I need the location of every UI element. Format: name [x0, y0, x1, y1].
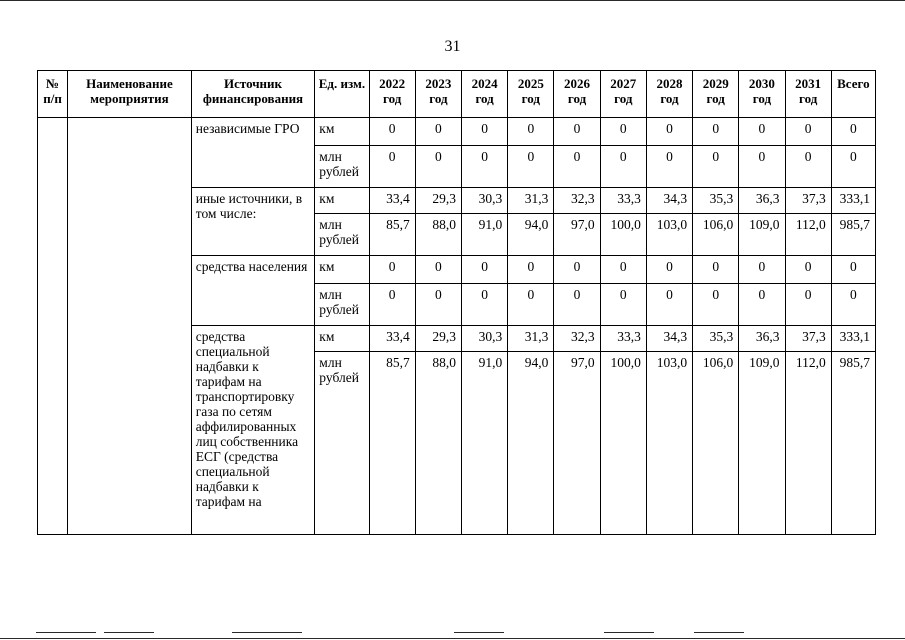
- value-cell: 0: [508, 146, 554, 188]
- unit-cell: млн рублей: [315, 146, 369, 188]
- table-row: [38, 118, 876, 146]
- scan-edge-bottom: [0, 638, 905, 639]
- value-cell: 106,0: [693, 214, 739, 256]
- value-cell: 0: [739, 146, 785, 188]
- scan-edge-top: [0, 0, 905, 1]
- value-cell: 88,0: [415, 214, 461, 256]
- value-cell: 97,0: [554, 352, 600, 535]
- header-year: 2024 год: [461, 71, 507, 118]
- value-cell: 30,3: [461, 326, 507, 352]
- value-cell: 109,0: [739, 352, 785, 535]
- header-source: Источник финансирования: [191, 71, 315, 118]
- header-year: 2029 год: [693, 71, 739, 118]
- source-cell: средства населения: [191, 256, 315, 326]
- value-cell: 0: [461, 256, 507, 284]
- scan-edge-lower: [604, 632, 654, 633]
- value-cell: 33,4: [369, 188, 415, 214]
- value-cell: 33,4: [369, 326, 415, 352]
- value-cell: 0: [415, 256, 461, 284]
- value-cell: 85,7: [369, 352, 415, 535]
- value-cell: 94,0: [508, 352, 554, 535]
- value-cell: 0: [646, 256, 692, 284]
- header-year: 2025 год: [508, 71, 554, 118]
- total-cell: 0: [831, 284, 875, 326]
- header-year: 2022 год: [369, 71, 415, 118]
- value-cell: 88,0: [415, 352, 461, 535]
- value-cell: 0: [693, 118, 739, 146]
- value-cell: 0: [554, 256, 600, 284]
- value-cell: 0: [508, 256, 554, 284]
- value-cell: 29,3: [415, 188, 461, 214]
- total-cell: 333,1: [831, 188, 875, 214]
- value-cell: 97,0: [554, 214, 600, 256]
- value-cell: 103,0: [646, 352, 692, 535]
- value-cell: 0: [415, 146, 461, 188]
- value-cell: 0: [600, 118, 646, 146]
- header-year: 2028 год: [646, 71, 692, 118]
- value-cell: 33,3: [600, 326, 646, 352]
- value-cell: 34,3: [646, 188, 692, 214]
- value-cell: 0: [739, 118, 785, 146]
- value-cell: 0: [369, 256, 415, 284]
- header-num: № п/п: [38, 71, 68, 118]
- value-cell: 0: [785, 256, 831, 284]
- value-cell: 0: [554, 146, 600, 188]
- value-cell: 0: [369, 284, 415, 326]
- value-cell: 0: [739, 256, 785, 284]
- scan-edge-lower: [694, 632, 744, 633]
- value-cell: 0: [461, 118, 507, 146]
- unit-cell: млн рублей: [315, 214, 369, 256]
- value-cell: 0: [508, 118, 554, 146]
- value-cell: 103,0: [646, 214, 692, 256]
- unit-cell: км: [315, 188, 369, 214]
- header-year: 2026 год: [554, 71, 600, 118]
- value-cell: 0: [600, 284, 646, 326]
- source-cell: иные источники, в том числе:: [191, 188, 315, 256]
- value-cell: 91,0: [461, 352, 507, 535]
- value-cell: 0: [554, 118, 600, 146]
- value-cell: 37,3: [785, 326, 831, 352]
- page-number: 31: [444, 38, 461, 55]
- financing-table: [37, 70, 876, 535]
- scan-edge-lower: [232, 632, 302, 633]
- source-cell: средства специальной надбавки к тарифам на транспортировку газа по сетям аффилированных лиц собственника ЕСГ (средства специальной надбавки к тарифам на: [191, 326, 315, 535]
- value-cell: 0: [693, 146, 739, 188]
- total-cell: 0: [831, 118, 875, 146]
- value-cell: 30,3: [461, 188, 507, 214]
- value-cell: 35,3: [693, 326, 739, 352]
- value-cell: 31,3: [508, 326, 554, 352]
- unit-cell: км: [315, 256, 369, 284]
- value-cell: 37,3: [785, 188, 831, 214]
- header-year: 2031 год: [785, 71, 831, 118]
- scan-edge-lower: [104, 632, 154, 633]
- unit-cell: млн рублей: [315, 284, 369, 326]
- total-cell: 985,7: [831, 214, 875, 256]
- header-year: 2023 год: [415, 71, 461, 118]
- value-cell: 112,0: [785, 214, 831, 256]
- value-cell: 32,3: [554, 188, 600, 214]
- value-cell: 0: [415, 118, 461, 146]
- value-cell: 112,0: [785, 352, 831, 535]
- header-total: Всего: [831, 71, 875, 118]
- value-cell: 100,0: [600, 352, 646, 535]
- value-cell: 0: [461, 284, 507, 326]
- total-cell: 985,7: [831, 352, 875, 535]
- value-cell: 0: [646, 284, 692, 326]
- header-year: 2027 год: [600, 71, 646, 118]
- value-cell: 0: [693, 256, 739, 284]
- scan-edge-lower: [36, 632, 96, 633]
- value-cell: 109,0: [739, 214, 785, 256]
- value-cell: 0: [646, 118, 692, 146]
- value-cell: 0: [739, 284, 785, 326]
- header-year: 2030 год: [739, 71, 785, 118]
- value-cell: 32,3: [554, 326, 600, 352]
- value-cell: 35,3: [693, 188, 739, 214]
- value-cell: 94,0: [508, 214, 554, 256]
- value-cell: 0: [415, 284, 461, 326]
- value-cell: 0: [785, 284, 831, 326]
- value-cell: 0: [600, 256, 646, 284]
- header-unit: Ед. изм.: [315, 71, 369, 118]
- header-name: Наименование мероприятия: [68, 71, 192, 118]
- value-cell: 34,3: [646, 326, 692, 352]
- value-cell: 0: [785, 118, 831, 146]
- value-cell: 0: [461, 146, 507, 188]
- total-cell: 0: [831, 146, 875, 188]
- name-cell: [68, 118, 192, 535]
- header-row: [38, 71, 876, 118]
- value-cell: 0: [508, 284, 554, 326]
- unit-cell: млн рублей: [315, 352, 369, 535]
- value-cell: 0: [693, 284, 739, 326]
- value-cell: 0: [646, 146, 692, 188]
- value-cell: 36,3: [739, 326, 785, 352]
- value-cell: 33,3: [600, 188, 646, 214]
- total-cell: 333,1: [831, 326, 875, 352]
- unit-cell: км: [315, 118, 369, 146]
- value-cell: 31,3: [508, 188, 554, 214]
- value-cell: 106,0: [693, 352, 739, 535]
- unit-cell: км: [315, 326, 369, 352]
- value-cell: 0: [369, 118, 415, 146]
- num-cell: [38, 118, 68, 535]
- value-cell: 0: [785, 146, 831, 188]
- value-cell: 0: [369, 146, 415, 188]
- value-cell: 91,0: [461, 214, 507, 256]
- scan-edge-lower: [454, 632, 504, 633]
- value-cell: 0: [600, 146, 646, 188]
- value-cell: 85,7: [369, 214, 415, 256]
- value-cell: 0: [554, 284, 600, 326]
- total-cell: 0: [831, 256, 875, 284]
- value-cell: 36,3: [739, 188, 785, 214]
- value-cell: 100,0: [600, 214, 646, 256]
- value-cell: 29,3: [415, 326, 461, 352]
- source-cell: независимые ГРО: [191, 118, 315, 188]
